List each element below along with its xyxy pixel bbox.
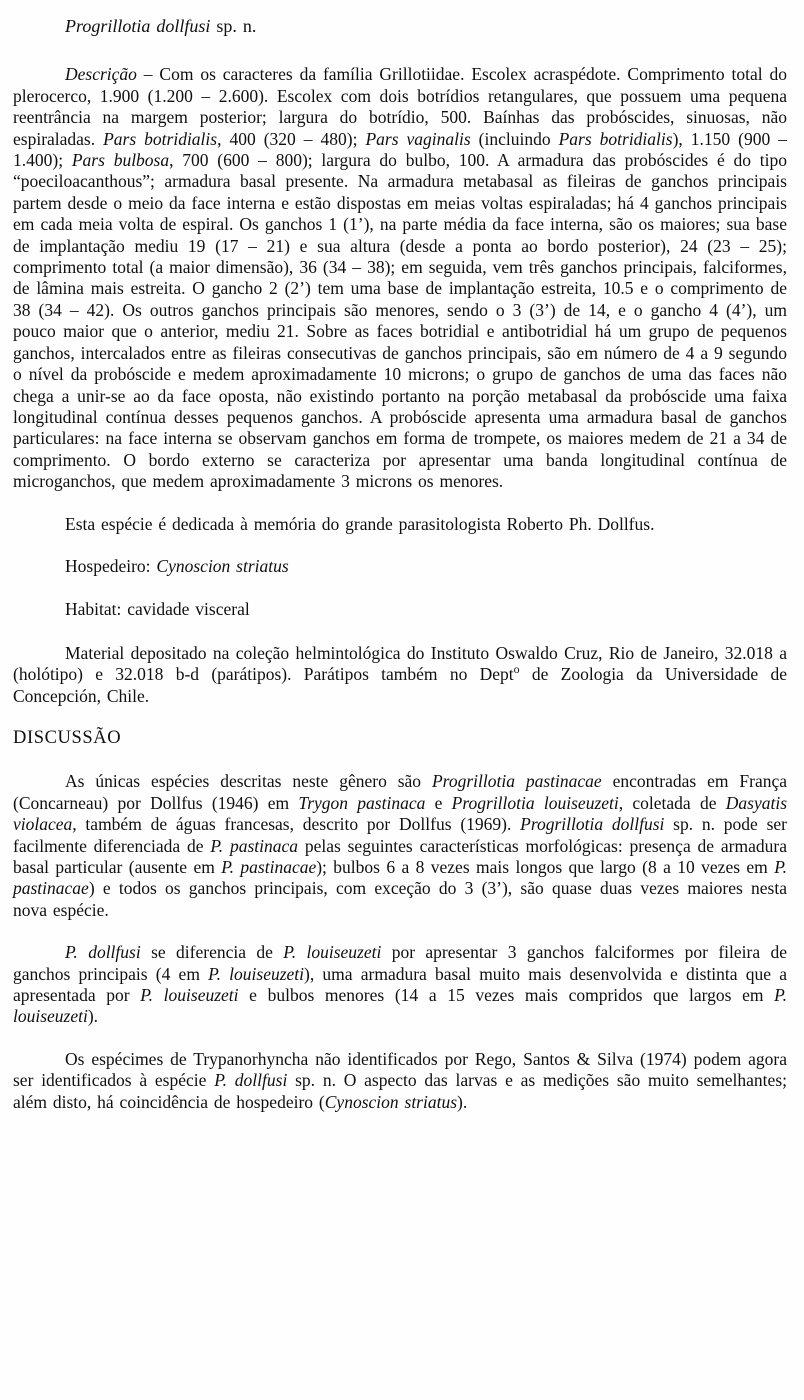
paragraph-material: Material depositado na coleção helmintológica do Instituto Oswaldo Cruz, Rio de Janeiro, 32.018 a (holótipo) e 32.018 b-d (parátipos). Parátipos também no Dept$^o$ de Zoologia da Universidade de Concepción, Chile. [13,642,787,706]
paragraph-discussion-2: P. dollfusi se diferencia de P. louiseuzeti por apresentar 3 ganchos falciformes por fileira de ganchos principais (4 em P. louiseuzeti), uma armadura basal muito mais desenvolvida e distinta que a apresentada por P. louiseuzeti e bulbos menores (14 a 15 vezes mais compridos que largos em P. louiseuzeti). [13,942,787,1027]
discussion-section-heading: DISCUSSÃO [13,727,122,748]
paragraph-discussion-1: As únicas espécies descritas neste gênero são Progrillotia pastinacae encontradas em França (Concarneau) por Dollfus (1946) em Trygon pastinaca e Progrillotia louiseuzeti, coletada de Dasyatis violacea, também de águas francesas, descrito por Dollfus (1969). Progrillotia dollfusi sp. n. pode ser facilmente diferenciada de P. pastinaca pelas seguintes características morfológicas: presença de armadura basal particular (ausente em P. pastinacae); bulbos 6 a 8 vezes mais longos que largo (8 a 10 vezes em P. pastinacae) e todos os ganchos principais, com exceção do 3 (3’), são quase duas vezes maiores nesta nova espécie. [13,771,788,920]
paragraph-description: Descrição – Com os caracteres da família Grillotiidae. Escolex acraspédote. Comprimento total do plerocerco, 1.900 (1.200 – 2.600). Escolex com dois botrídios retangulares, que possuem uma pequena reentrância na margem posterior; largura do botrídio, 500. Baínhas das probóscides, sinuosas, não espiraladas. Pars botridialis, 400 (320 – 480); Pars vaginalis (incluindo Pars botridialis), 1.150 (900 – 1.400); Pars bulbosa, 700 (600 – 800); largura do bulbo, 100. A armadura das probóscides é do tipo “poeciloacanthous”; armadura basal presente. Na armadura metabasal as fileiras de ganchos principais partem desde o meio da face interna e estão dispostas em meias voltas espiraladas; há 4 ganchos principais em cada meia volta de espiral. Os ganchos 1 (1’), na parte média da face interna, são os maiores; sua base de implantação mediu 19 (17 – 21) e sua altura (desde a ponta ao bordo posterior), 24 (23 – 25); comprimento total (a maior dimensão), 36 (34 – 38); em seguida, vem três ganchos principais, falciformes, de lâmina mais estreita. O gancho 2 (2’) tem uma base de implantação estreita, 10.5 e o comprimento de 38 (34 – 42). Os outros ganchos principais são menores, sendo o 3 (3’) de 14, e o gancho 4 (4’), um pouco maior que o anterior, mediu 21. Sobre as faces botridial e antibotridial há um grupo de pequenos ganchos, intercalados entre as fileiras consecutivas de ganchos principais, são em número de 4 a 9 segundo o nível da probóscide e medem aproximadamente 10 microns; o grupo de ganchos de uma das faces não chega a unir-se ao da face oposta, não existindo portanto na porção metabasal da probóscide uma faixa longitudinal contínua desses pequenos ganchos. A probóscide apresenta uma armadura basal de ganchos particulares: na face interna se observam ganchos em forma de trompete, os maiores medem de 21 a 34 de comprimento. O bordo externo se caracteriza por apresentar uma banda longitudinal contínua de microganchos, que medem aproximadamente 3 microns os menores. [13,64,787,492]
host-line: Hospedeiro: Cynoscion striatus [65,555,289,576]
habitat-line: Habitat: cavidade visceral [65,599,250,620]
paragraph-discussion-3: Os espécimes de Trypanorhyncha não identificados por Rego, Santos & Silva (1974) podem agora ser identificados à espécie P. dollfusi sp. n. O aspecto das larvas e as medições são muito semelhantes; além disto, há coincidência de hospedeiro (Cynoscion striatus). [13,1048,787,1112]
paragraph-dedication: Esta espécie é dedicada à memória do grande parasitologista Roberto Ph. Dollfus. [65,513,655,534]
species-heading: Progrillotia dollfusi sp. n. [65,16,257,36]
